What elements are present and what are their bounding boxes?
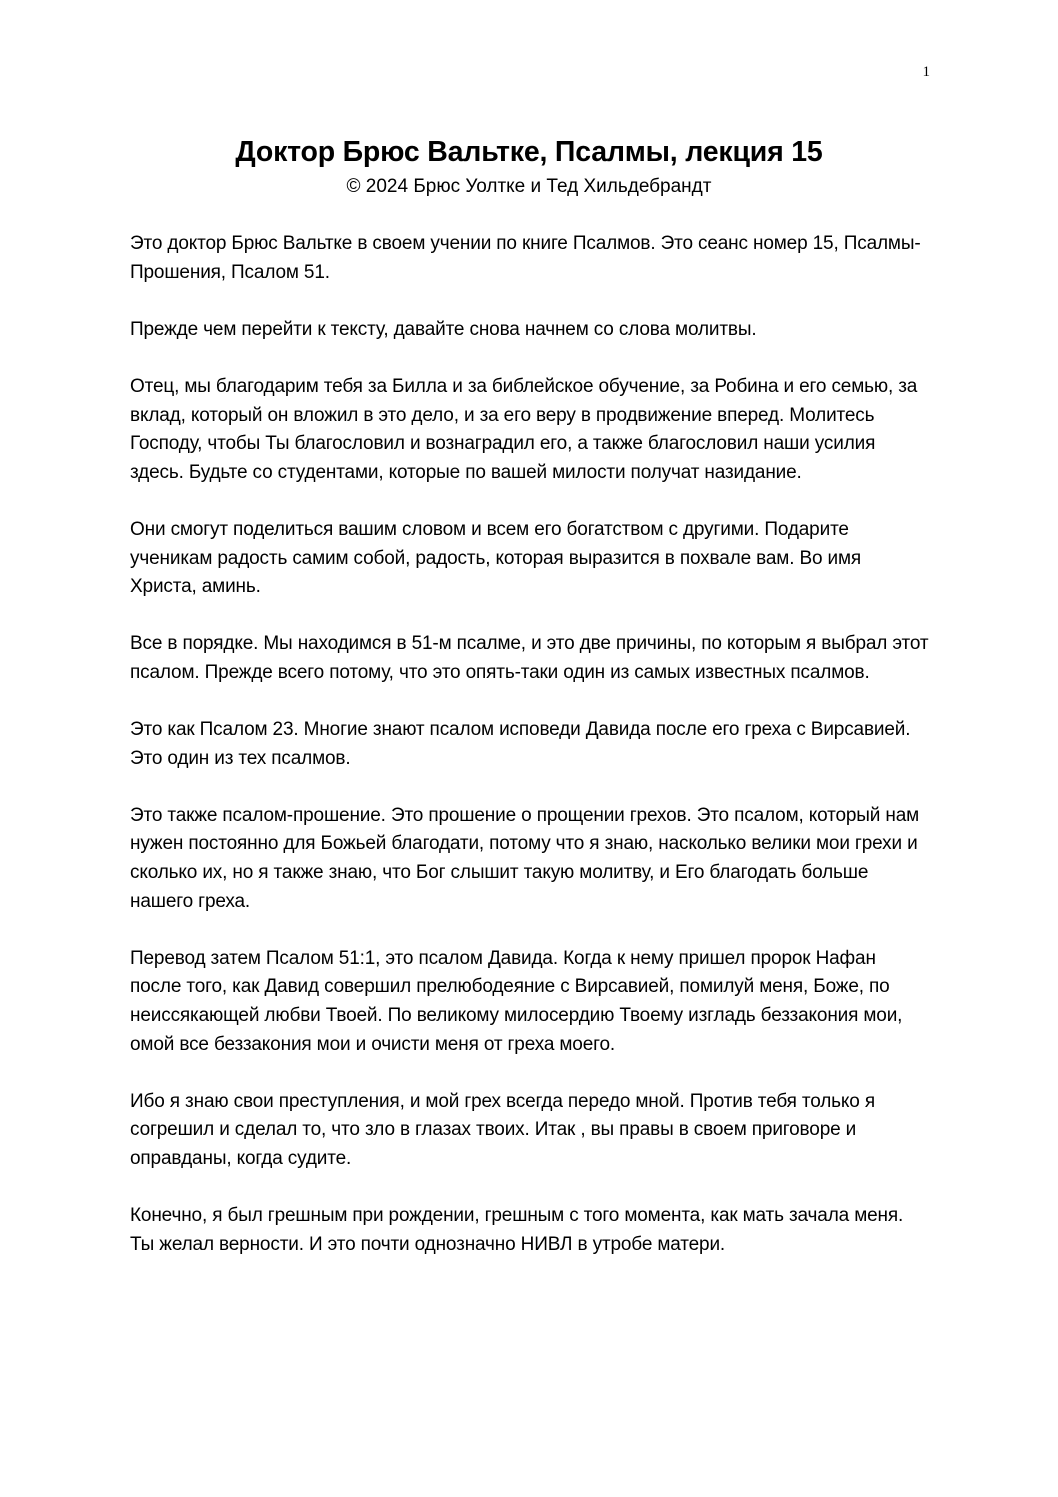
- document-title: Доктор Брюс Вальтке, Псалмы, лекция 15: [235, 136, 823, 168]
- paragraph: Ибо я знаю свои преступления, и мой грех всегда передо мной. Против тебя только я согрешил и сделал то, что зло в глазах твоих. Итак , вы правы в своем приговоре и оправданы, когда судите.: [130, 1090, 875, 1169]
- document-body: [130, 230, 930, 1288]
- paragraph: Перевод затем Псалом 51:1, это псалом Давида. Когда к нему пришел пророк Нафан после того, как Давид совершил прелюбодеяние с Вирсавией, помилуй меня, Боже, по неиссякающей любви Твоей. По великому милосердию Твоему изгладь беззакония мои, омой все беззакония мои и очисти меня от греха моего.: [130, 947, 903, 1055]
- copyright-line: © 2024 Брюс Уолтке и Тед Хильдебрандт: [346, 176, 712, 197]
- paragraph: Это также псалом-прошение. Это прошение о прощении грехов. Это псалом, который нам нужен постоянно для Божьей благодати, потому что я знаю, насколько велики мои грехи и сколько их, но я также знаю, что Бог слышит такую молитву, и Его благодать больше нашего греха.: [130, 804, 920, 912]
- paragraph: Все в порядке. Мы находимся в 51-м псалме, и это две причины, по которым я выбрал этот псалом. Прежде всего потому, что это опять-таки один из самых известных псалмов.: [130, 633, 929, 683]
- paragraph: Это доктор Брюс Вальтке в своем учении по книге Псалмов. Это сеанс номер 15, Псалмы-Прошения, Псалом 51.: [130, 233, 921, 283]
- paragraph: Это как Псалом 23. Многие знают псалом исповеди Давида после его греха с Вирсавией. Это один из тех псалмов.: [130, 719, 911, 769]
- paragraph: Прежде чем перейти к тексту, давайте снова начнем со слова молитвы.: [130, 318, 757, 340]
- page-number: 1: [922, 64, 930, 80]
- paragraph: Они смогут поделиться вашим словом и всем его богатством с другими. Подарите ученикам радость самим собой, радость, которая выразится в похвале вам. Во имя Христа, аминь.: [130, 518, 862, 598]
- paragraph: Отец, мы благодарим тебя за Билла и за библейское обучение, за Робина и его семью, за вклад, который он вложил в это дело, и за его веру в продвижение вперед. Молитесь Господу, чтобы Ты благословил и вознаградил его, а также благословил наши усилия здесь. Будьте со студентами, которые по вашей милости получат назидание.: [130, 375, 918, 483]
- paragraph: Конечно, я был грешным при рождении, грешным с того момента, как мать зачала меня. Ты желал верности. И это почти однозначно НИВЛ в утробе матери.: [130, 1205, 904, 1255]
